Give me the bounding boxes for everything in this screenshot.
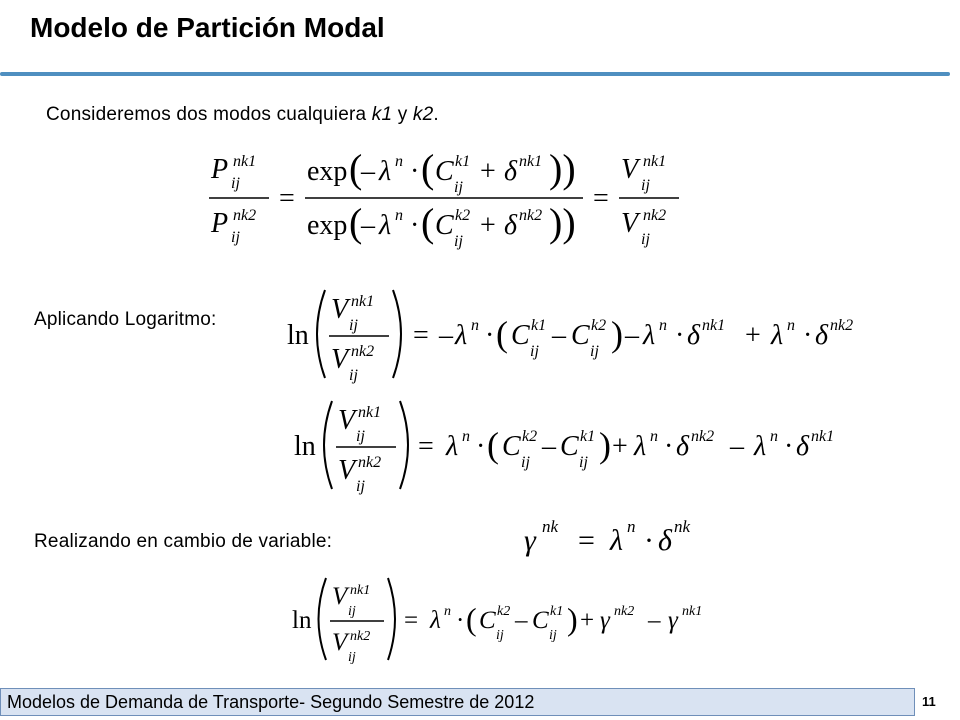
equation-log-2 [292,393,892,498]
svg-text:ij: ij [641,231,650,248]
svg-text:n: n [770,428,778,445]
svg-text:k1: k1 [531,317,547,334]
svg-text:nk1: nk1 [358,404,382,421]
svg-text:V: V [338,455,356,486]
svg-text:C: C [532,607,549,634]
svg-text:·: · [476,431,486,462]
intro-prefix: Consideremos dos modos cualquiera [46,104,372,125]
svg-text:C: C [560,431,579,462]
svg-text:–: – [552,320,566,351]
svg-text:ij: ij [348,650,356,665]
svg-text:nk2: nk2 [351,343,375,360]
svg-text:γ: γ [668,607,678,634]
intro-suffix: . [433,104,439,125]
svg-text:n: n [444,604,451,619]
svg-text:·: · [784,431,794,462]
svg-text:V: V [332,629,348,656]
svg-text:ij: ij [349,317,358,334]
svg-text:ij: ij [348,604,356,619]
intro-mode-k2: k2 [412,104,434,125]
svg-text:=: = [418,431,434,462]
svg-text:(: ( [496,314,508,354]
svg-text:P: P [211,208,229,239]
svg-text:nk2: nk2 [830,317,854,334]
svg-text:nk2: nk2 [614,604,635,619]
svg-text:λ: λ [634,431,647,462]
equation-gamma-definition [520,508,720,564]
svg-text:δ: δ [815,320,829,351]
svg-text:=: = [404,607,419,634]
svg-text:(: ( [421,200,435,245]
svg-text:δ: δ [796,431,810,462]
svg-text:C: C [479,607,496,634]
intro-text [46,104,439,126]
svg-text:·: · [803,320,813,351]
svg-text:·: · [485,320,495,351]
svg-text:·: · [644,524,654,557]
svg-text:=: = [593,183,609,214]
intro-mode-k1: k1 [371,104,393,125]
svg-text:exp: exp [307,156,348,187]
intro-mid: y [392,104,413,125]
svg-text:·: · [410,156,420,187]
svg-text:λ: λ [379,210,392,241]
svg-text:=: = [413,320,429,351]
svg-text:nk2: nk2 [691,428,715,445]
svg-text:C: C [435,156,454,187]
svg-text:γ: γ [600,607,610,634]
svg-text:+: + [480,210,496,241]
svg-text:C: C [435,210,454,241]
svg-text:ij: ij [454,179,463,196]
svg-text:λ: λ [771,320,784,351]
svg-text:nk1: nk1 [233,153,257,170]
svg-text:–: – [361,210,375,241]
svg-text:λ: λ [455,320,468,351]
svg-text:nk: nk [674,517,691,536]
svg-text:·: · [456,607,465,634]
svg-text:=: = [279,183,295,214]
svg-text:n: n [395,207,403,224]
svg-text:nk1: nk1 [702,317,726,334]
svg-text:–: – [648,607,661,634]
svg-text:ij: ij [641,177,650,194]
svg-text:ln: ln [292,607,312,634]
svg-text:λ: λ [643,320,656,351]
svg-text:ij: ij [454,233,463,250]
svg-text:nk2: nk2 [233,207,257,224]
svg-text:nk1: nk1 [811,428,835,445]
svg-text:k1: k1 [580,428,596,445]
svg-text:n: n [659,317,667,334]
svg-text:nk1: nk1 [682,604,703,619]
svg-text:nk2: nk2 [350,629,371,644]
svg-text:·: · [410,210,420,241]
svg-text:V: V [621,208,639,239]
svg-text:nk1: nk1 [643,153,667,170]
svg-text:)): )) [549,200,576,245]
svg-text:γ: γ [524,524,536,557]
svg-text:ij: ij [349,367,358,384]
svg-text:ij: ij [231,229,240,246]
label-aplicando-logaritmo: Aplicando Logaritmo: [34,309,217,330]
svg-text:ij: ij [521,454,530,471]
equation-probability-ratio [205,140,695,255]
svg-text:δ: δ [676,431,690,462]
svg-text:): ) [567,601,578,637]
svg-text:nk2: nk2 [358,454,382,471]
svg-text:ln: ln [294,431,316,462]
equation-log-1 [285,282,925,387]
svg-text:(: ( [349,200,363,245]
svg-text:exp: exp [307,210,348,241]
svg-text:P: P [211,154,229,185]
svg-text:λ: λ [379,156,392,187]
svg-text:+: + [612,431,628,462]
svg-text:V: V [338,405,356,436]
footer-text: Modelos de Demanda de Transporte- Segundo Semestre de 2012 [7,692,535,712]
svg-text:k1: k1 [550,604,564,619]
svg-text:λ: λ [610,524,623,557]
svg-text:–: – [730,431,744,462]
svg-text:): ) [599,425,611,465]
svg-text:ij: ij [590,343,599,360]
svg-text:+: + [745,320,761,351]
svg-text:λ: λ [754,431,767,462]
svg-text:δ: δ [658,524,672,557]
svg-text:δ: δ [504,156,518,187]
svg-text:–: – [542,431,556,462]
svg-text:(: ( [466,601,477,637]
svg-text:)): )) [549,146,576,191]
svg-text:+: + [580,607,595,634]
svg-text:n: n [650,428,658,445]
svg-text:(: ( [487,425,499,465]
svg-text:=: = [578,524,595,557]
title-divider [0,72,950,76]
svg-text:nk2: nk2 [519,207,543,224]
svg-text:k2: k2 [522,428,538,445]
svg-text:ij: ij [231,175,240,192]
svg-text:–: – [439,320,453,351]
svg-text:ij: ij [356,428,365,445]
svg-text:k2: k2 [591,317,607,334]
svg-text:(: ( [349,146,363,191]
slide-title: Modelo de Partición Modal [30,12,385,43]
svg-text:–: – [515,607,528,634]
svg-text:λ: λ [430,607,441,634]
svg-text:ij: ij [549,628,557,643]
svg-text:k2: k2 [497,604,511,619]
svg-text:k2: k2 [455,207,471,224]
svg-text:ij: ij [579,454,588,471]
svg-text:ij: ij [356,478,365,495]
svg-text:nk1: nk1 [351,293,375,310]
svg-text:–: – [625,320,639,351]
svg-text:nk1: nk1 [350,583,371,598]
svg-text:): ) [611,314,623,354]
svg-text:V: V [331,294,349,325]
svg-text:+: + [480,156,496,187]
page-number: 11 [922,694,936,709]
svg-text:·: · [675,320,685,351]
svg-text:nk1: nk1 [519,153,543,170]
svg-text:–: – [361,156,375,187]
svg-text:δ: δ [687,320,701,351]
svg-text:k1: k1 [455,153,471,170]
svg-text:n: n [787,317,795,334]
svg-text:λ: λ [446,431,459,462]
svg-text:ij: ij [530,343,539,360]
svg-text:V: V [331,344,349,375]
svg-text:C: C [511,320,530,351]
equation-final [290,572,790,667]
svg-text:ln: ln [287,320,309,351]
label-cambio-variable: Realizando en cambio de variable: [34,531,333,552]
svg-text:ij: ij [496,628,504,643]
svg-text:δ: δ [504,210,518,241]
svg-text:n: n [395,153,403,170]
svg-text:(: ( [421,146,435,191]
svg-text:C: C [571,320,590,351]
svg-text:V: V [332,583,348,610]
footer-bar [0,688,915,716]
svg-text:C: C [502,431,521,462]
svg-text:nk: nk [542,517,559,536]
svg-text:n: n [471,317,479,334]
svg-text:V: V [621,154,639,185]
svg-text:nk2: nk2 [643,207,667,224]
svg-text:n: n [627,517,636,536]
svg-text:·: · [664,431,674,462]
svg-text:n: n [462,428,470,445]
